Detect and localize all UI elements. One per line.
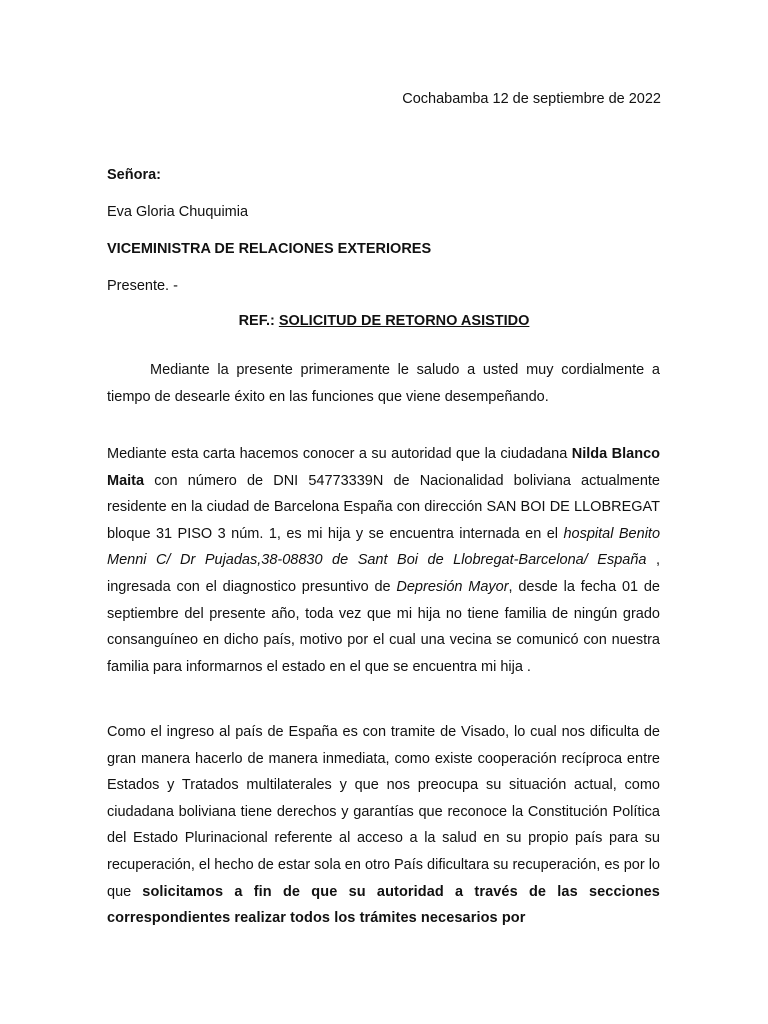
paragraph-greeting: Mediante la presente primeramente le saludo a usted muy cordialmente a tiempo de desearle éxito en las funciones que viene desempeñando. xyxy=(107,362,660,405)
request-text: Como el ingreso al país de España es con tramite de Visado, lo cual nos dificulta de gran manera hacerlo de manera inmediata, como existe cooperación recíproca entre Estados y Tratados multilaterales y que nos preocupa su situación actual, como ciudadana boliviana tiene derechos y garantías que reconoce la Constitución Política del Estado Plurinacional referente al acceso a la salud en su propio país para su recuperación, el hecho de estar sola en otro País dificultara su recuperación, es por lo que xyxy=(107,724,660,900)
paragraph-request xyxy=(107,719,660,932)
daughter-name: Nilda Blanco Maita xyxy=(107,446,660,489)
request-bold: solicitamos a fin de que su autoridad a través de las secciones correspondientes realizar todos los trámites necesarios por xyxy=(107,883,660,927)
hospital-address: hospital Benito Menni C/ Dr Pujadas,38-08830 de Sant Boi de Llobregat-Barcelona/ España xyxy=(107,525,661,569)
paragraph-case xyxy=(107,441,660,680)
presente-line: Presente. - xyxy=(107,278,178,294)
ref-subject: SOLICITUD DE RETORNO ASISTIDO xyxy=(278,313,530,329)
ref-label: REF.: xyxy=(238,313,275,329)
salutation: Señora: xyxy=(107,167,161,183)
diagnosis: Depresión Mayor xyxy=(396,578,509,595)
case-text-4: , desde la fecha 01 de septiembre del presente año, toda vez que mi hija no tiene familia de ningún grado consanguíneo en dicho país, motivo por el cual una vecina se comunicó con nuestra familia para informarnos el estado en el que se encuentra mi hija . xyxy=(107,578,660,675)
case-text-2: con número de DNI 54773339N de Nacionalidad boliviana actualmente residente en la ciudad de Barcelona España con dirección SAN BOI DE LLOBREGAT bloque 31 PISO 3 núm. 1, es mi hija y se encuentra internada en el xyxy=(107,472,660,542)
recipient-name: Eva Gloria Chuquimia xyxy=(107,204,249,220)
case-text-1: Mediante esta carta hacemos conocer a su autoridad que la ciudadana xyxy=(107,446,572,462)
reference-line xyxy=(0,313,768,329)
case-text-3: , ingresada con el diagnostico presuntivo de xyxy=(107,552,660,595)
recipient-title: VICEMINISTRA DE RELACIONES EXTERIORES xyxy=(107,241,432,257)
place-date: Cochabamba 12 de septiembre de 2022 xyxy=(402,91,661,107)
